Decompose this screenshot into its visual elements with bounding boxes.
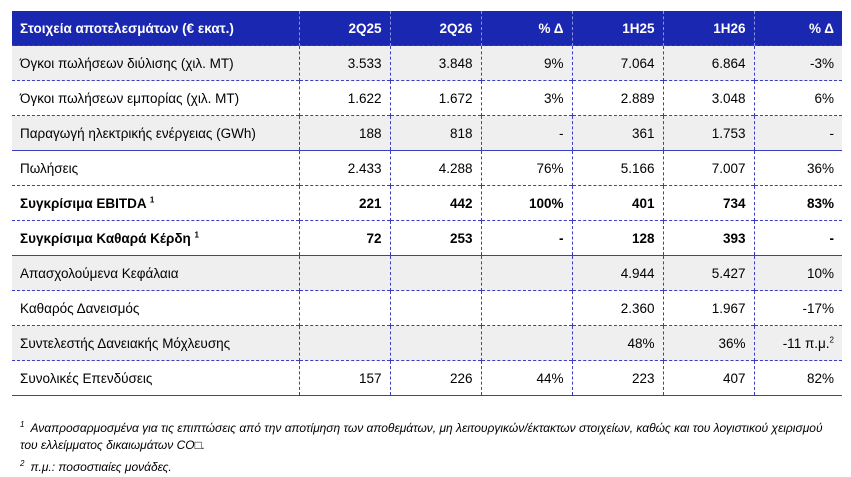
- cell-value: 128: [631, 230, 655, 246]
- row-label: [12, 116, 299, 151]
- cell-value: 10%: [806, 265, 834, 281]
- table-cell: [299, 256, 390, 291]
- table-cell: [663, 116, 754, 151]
- footnote-text: Αναπροσαρμοσμένα για τις επιπτώσεις από την αποτίμηση των αποθεμάτων, μη λειτουργικών/έκτακτων στοιχείων, καθώς και του λογιστικού χειρισμού του ελλείμματος δικαιωμάτων CO□.: [20, 421, 823, 452]
- row-label: [12, 326, 299, 361]
- table-row: [12, 361, 842, 396]
- cell-value: 36%: [718, 335, 746, 351]
- cell-value: 6.864: [711, 55, 746, 71]
- table-cell: [663, 256, 754, 291]
- table-cell: [572, 221, 663, 256]
- cell-value: 44%: [536, 370, 564, 386]
- cell-value: 407: [722, 370, 746, 386]
- row-label-text: Όγκοι πωλήσεων διύλισης (χιλ. MT): [20, 55, 234, 71]
- table-cell: [481, 186, 572, 221]
- table-cell: [663, 81, 754, 116]
- footnote-ref: 1: [194, 230, 199, 239]
- row-label-text: Παραγωγή ηλεκτρικής ενέργειας (GWh): [20, 125, 256, 141]
- footnote-text: π.μ.: ποσοστιαίες μονάδες.: [30, 460, 172, 474]
- table-cell: [572, 291, 663, 326]
- cell-value: 4.288: [438, 160, 473, 176]
- cell-value: 157: [358, 370, 382, 386]
- cell-value: 7.064: [620, 55, 655, 71]
- footnote-1: [20, 416, 840, 454]
- table-cell: [481, 256, 572, 291]
- cell-value: 188: [358, 125, 382, 141]
- table-cell: [663, 291, 754, 326]
- footnote-2: [20, 455, 840, 476]
- header-cell-2q25: 2Q25: [299, 11, 390, 46]
- row-label: [12, 291, 299, 326]
- table-cell: [663, 361, 754, 396]
- table-cell: [299, 326, 390, 361]
- table-cell: [299, 151, 390, 186]
- table-cell: [572, 361, 663, 396]
- table-cell: [754, 221, 842, 256]
- table-cell: [481, 151, 572, 186]
- row-label: [12, 256, 299, 291]
- cell-value: 100%: [528, 195, 564, 211]
- table-cell: [572, 186, 663, 221]
- footnote-mark: 2: [20, 459, 25, 468]
- row-label: [12, 361, 299, 396]
- table-cell: [663, 151, 754, 186]
- header-cell-label: Στοιχεία αποτελεσμάτων (€ εκατ.): [12, 11, 299, 46]
- cell-value: 223: [631, 370, 655, 386]
- table-cell: [754, 361, 842, 396]
- table-cell: [572, 81, 663, 116]
- row-label-text: Καθαρός Δανεισμός: [20, 300, 140, 316]
- cell-value: 2.433: [347, 160, 382, 176]
- table-row: [12, 291, 842, 326]
- row-label-text: Όγκοι πωλήσεων εμπορίας (χιλ. MT): [20, 90, 240, 106]
- cell-value: 4.944: [620, 265, 655, 281]
- cell-value: -: [829, 125, 834, 141]
- table-cell: [390, 361, 481, 396]
- table-cell: [663, 186, 754, 221]
- row-label-text: Συνολικές Επενδύσεις: [20, 370, 153, 386]
- cell-value: -: [829, 230, 834, 246]
- cell-value: 7.007: [711, 160, 746, 176]
- table-cell: [299, 361, 390, 396]
- footnote-ref: 2: [829, 335, 834, 344]
- cell-value: 83%: [806, 195, 834, 211]
- cell-value: 82%: [806, 370, 834, 386]
- table-cell: [390, 116, 481, 151]
- cell-value: 3.533: [347, 55, 382, 71]
- cell-value: 1.753: [711, 125, 746, 141]
- results-table: [12, 11, 842, 396]
- table-cell: [481, 81, 572, 116]
- table-cell: [663, 221, 754, 256]
- cell-value: 1.672: [438, 90, 473, 106]
- header-cell-pct-q: % Δ: [481, 11, 572, 46]
- cell-value: 2.889: [620, 90, 655, 106]
- table-cell: [390, 221, 481, 256]
- table-row: [12, 256, 842, 291]
- footnote-mark: 1: [20, 420, 25, 429]
- table-cell: [572, 116, 663, 151]
- row-label-text: Συντελεστής Δανειακής Μόχλευσης: [20, 335, 231, 351]
- table-cell: [663, 326, 754, 361]
- table-cell: [299, 186, 390, 221]
- cell-value: 5.427: [711, 265, 746, 281]
- cell-value: 72: [366, 230, 382, 246]
- cell-value: 3.048: [711, 90, 746, 106]
- table-cell: [572, 46, 663, 81]
- table-row: [12, 326, 842, 361]
- table-cell: [481, 221, 572, 256]
- table-cell: [299, 46, 390, 81]
- table-row: [12, 221, 842, 256]
- header-cell-pct-h: % Δ: [754, 11, 842, 46]
- table-cell: [572, 326, 663, 361]
- table-cell: [299, 291, 390, 326]
- cell-value: 361: [631, 125, 655, 141]
- table-cell: [481, 291, 572, 326]
- header-cell-1h26: 1H26: [663, 11, 754, 46]
- table-cell: [390, 326, 481, 361]
- cell-value: 393: [722, 230, 746, 246]
- cell-value: -: [559, 125, 564, 141]
- row-label-text: Πωλήσεις: [20, 160, 79, 176]
- cell-value: 3%: [543, 90, 564, 106]
- header-cell-2q26: 2Q26: [390, 11, 481, 46]
- header-row: [12, 11, 842, 46]
- cell-value: 226: [449, 370, 473, 386]
- table-cell: [481, 326, 572, 361]
- table-cell: [754, 291, 842, 326]
- table-cell: [481, 116, 572, 151]
- cell-value: 401: [631, 195, 655, 211]
- cell-value: -3%: [809, 55, 834, 71]
- table-cell: [754, 116, 842, 151]
- table-cell: [481, 361, 572, 396]
- table-cell: [390, 46, 481, 81]
- cell-value: 442: [449, 195, 473, 211]
- cell-value: -17%: [802, 300, 834, 316]
- cell-value: 76%: [536, 160, 564, 176]
- table-cell: [390, 256, 481, 291]
- row-label: [12, 221, 299, 256]
- table-cell: [390, 186, 481, 221]
- table-cell: [299, 221, 390, 256]
- table-cell: [754, 186, 842, 221]
- cell-value: 221: [358, 195, 382, 211]
- footnotes: [20, 416, 840, 476]
- table-cell: [572, 256, 663, 291]
- row-label: [12, 151, 299, 186]
- table-cell: [754, 46, 842, 81]
- table-row: [12, 81, 842, 116]
- cell-value: 48%: [627, 335, 655, 351]
- cell-value: 3.848: [438, 55, 473, 71]
- table-cell: [663, 46, 754, 81]
- table-cell: [754, 326, 842, 361]
- table-cell: [754, 151, 842, 186]
- row-label: [12, 46, 299, 81]
- table-cell: [390, 151, 481, 186]
- table-cell: [390, 291, 481, 326]
- row-label-text: Συγκρίσιμα EBITDA: [20, 195, 147, 211]
- cell-value: 1.967: [711, 300, 746, 316]
- cell-value: 818: [449, 125, 473, 141]
- cell-value: 2.360: [620, 300, 655, 316]
- cell-value: 253: [449, 230, 473, 246]
- header-cell-1h25: 1H25: [572, 11, 663, 46]
- row-label-text: Συγκρίσιμα Καθαρά Κέρδη: [20, 230, 191, 246]
- cell-value: -: [559, 230, 564, 246]
- footnote-ref: 1: [149, 195, 155, 204]
- cell-value: 5.166: [620, 160, 655, 176]
- cell-value: 36%: [806, 160, 834, 176]
- cell-value: 9%: [543, 55, 564, 71]
- table-cell: [481, 46, 572, 81]
- table-cell: [390, 81, 481, 116]
- table-cell: [299, 116, 390, 151]
- row-label-text: Απασχολούμενα Κεφάλαια: [20, 265, 179, 281]
- table-cell: [299, 81, 390, 116]
- cell-value: 1.622: [347, 90, 382, 106]
- table-cell: [754, 256, 842, 291]
- table-cell: [754, 81, 842, 116]
- table-row: [12, 116, 842, 151]
- table-row: [12, 151, 842, 186]
- row-label: [12, 81, 299, 116]
- row-label: [12, 186, 299, 221]
- table-row: [12, 46, 842, 81]
- cell-value: -11 π.μ.: [782, 335, 830, 351]
- table-row: [12, 186, 842, 221]
- cell-value: 734: [722, 195, 746, 211]
- table-cell: [572, 151, 663, 186]
- cell-value: 6%: [814, 90, 834, 106]
